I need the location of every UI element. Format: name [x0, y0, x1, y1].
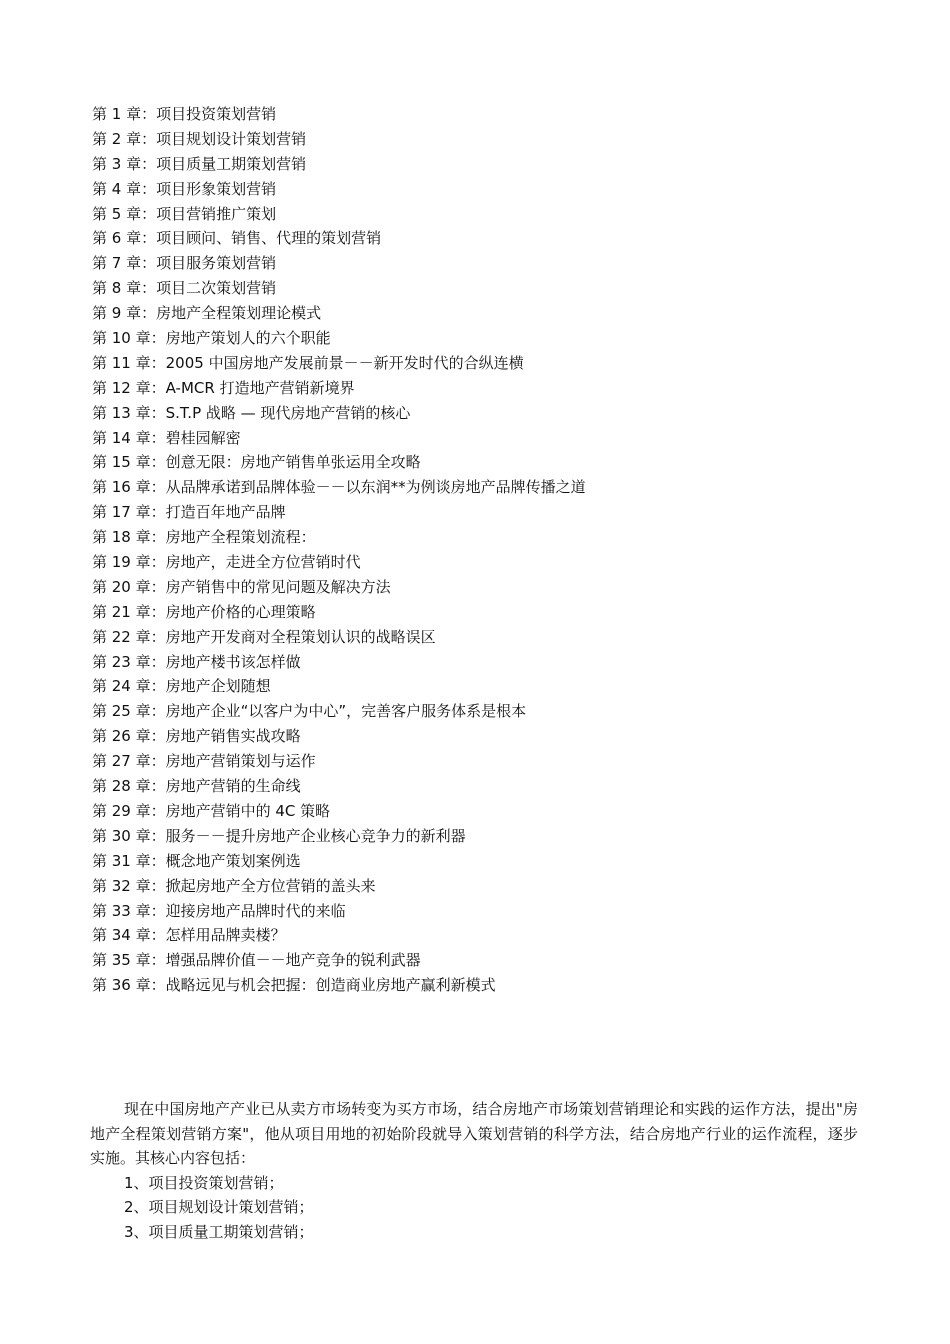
toc-item: 第 12 章：A-MCR 打造地产营销新境界 — [92, 378, 355, 397]
toc-item: 第 27 章：房地产营销策划与运作 — [92, 752, 316, 771]
toc-item: 第 15 章：创意无限：房地产销售单张运用全攻略 — [92, 453, 421, 472]
toc-item: 第 13 章：S.T.P 战略 — 现代房地产营销的核心 — [92, 403, 411, 422]
toc-item: 第 23 章：房地产楼书该怎样做 — [92, 652, 301, 671]
toc-item: 第 10 章：房地产策划人的六个职能 — [92, 329, 331, 348]
core-content-item: 3、项目质量工期策划营销； — [124, 1222, 314, 1241]
toc-item: 第 2 章：项目规划设计策划营销 — [92, 129, 307, 148]
toc-item: 第 35 章：增强品牌价值－－地产竞争的锐利武器 — [92, 951, 421, 970]
toc-item: 第 30 章：服务－－提升房地产企业核心竞争力的新利器 — [92, 826, 466, 845]
intro-paragraph: 现在中国房地产产业已从卖方市场转变为买方市场，结合房地产市场策划营销理论和实践的运作方法，提出"房地产全程策划营销方案"，他从项目用地的初始阶段就导入策划营销的科学方法，结合房地产行业的运作流程，逐步实施。其核心内容包括： — [90, 1100, 858, 1167]
toc-item: 第 16 章：从品牌承诺到品牌体验－－以东润**为例谈房地产品牌传播之道 — [92, 478, 586, 497]
toc-item: 第 5 章：项目营销推广策划 — [92, 204, 277, 223]
toc-item: 第 20 章：房产销售中的常见问题及解决方法 — [92, 577, 391, 596]
toc-item: 第 14 章：碧桂园解密 — [92, 428, 241, 447]
toc-item: 第 31 章：概念地产策划案例选 — [92, 851, 301, 870]
toc-item: 第 11 章：2005 中国房地产发展前景－－新开发时代的合纵连横 — [92, 353, 524, 372]
core-content-list — [90, 1171, 858, 1245]
toc-item: 第 1 章：项目投资策划营销 — [92, 105, 277, 123]
toc-item: 第 34 章：怎样用品牌卖楼？ — [92, 926, 286, 945]
toc-item: 第 8 章：项目二次策划营销 — [92, 279, 277, 298]
toc-item: 第 17 章：打造百年地产品牌 — [92, 503, 286, 522]
core-content-item: 1、项目投资策划营销； — [124, 1173, 284, 1192]
toc-item: 第 29 章：房地产营销中的 4C 策略 — [92, 801, 331, 820]
toc-item: 第 25 章：房地产企业“以客户为中心”，完善客户服务体系是根本 — [92, 702, 527, 721]
toc-item: 第 26 章：房地产销售实战攻略 — [92, 727, 301, 746]
toc-item: 第 32 章：掀起房地产全方位营销的盖头来 — [92, 876, 376, 895]
toc-item: 第 7 章：项目服务策划营销 — [92, 254, 277, 273]
table-of-contents — [92, 102, 892, 998]
toc-item: 第 19 章：房地产，走进全方位营销时代 — [92, 553, 361, 572]
toc-item: 第 3 章：项目质量工期策划营销 — [92, 154, 307, 173]
toc-item: 第 4 章：项目形象策划营销 — [92, 179, 277, 198]
toc-item: 第 28 章：房地产营销的生命线 — [92, 777, 301, 796]
toc-item: 第 21 章：房地产价格的心理策略 — [92, 602, 316, 621]
core-content-item: 2、项目规划设计策划营销； — [124, 1198, 314, 1216]
intro-section — [90, 1097, 858, 1244]
toc-item: 第 9 章：房地产全程策划理论模式 — [92, 304, 322, 323]
toc-item: 第 6 章：项目顾问、销售、代理的策划营销 — [92, 229, 382, 248]
toc-item: 第 22 章：房地产开发商对全程策划认识的战略误区 — [92, 627, 436, 646]
toc-item: 第 33 章：迎接房地产品牌时代的来临 — [92, 901, 346, 920]
toc-item: 第 18 章：房地产全程策划流程： — [92, 528, 316, 547]
toc-item: 第 36 章：战略远见与机会把握：创造商业房地产赢利新模式 — [92, 976, 496, 995]
toc-item: 第 24 章：房地产企划随想 — [92, 677, 271, 696]
